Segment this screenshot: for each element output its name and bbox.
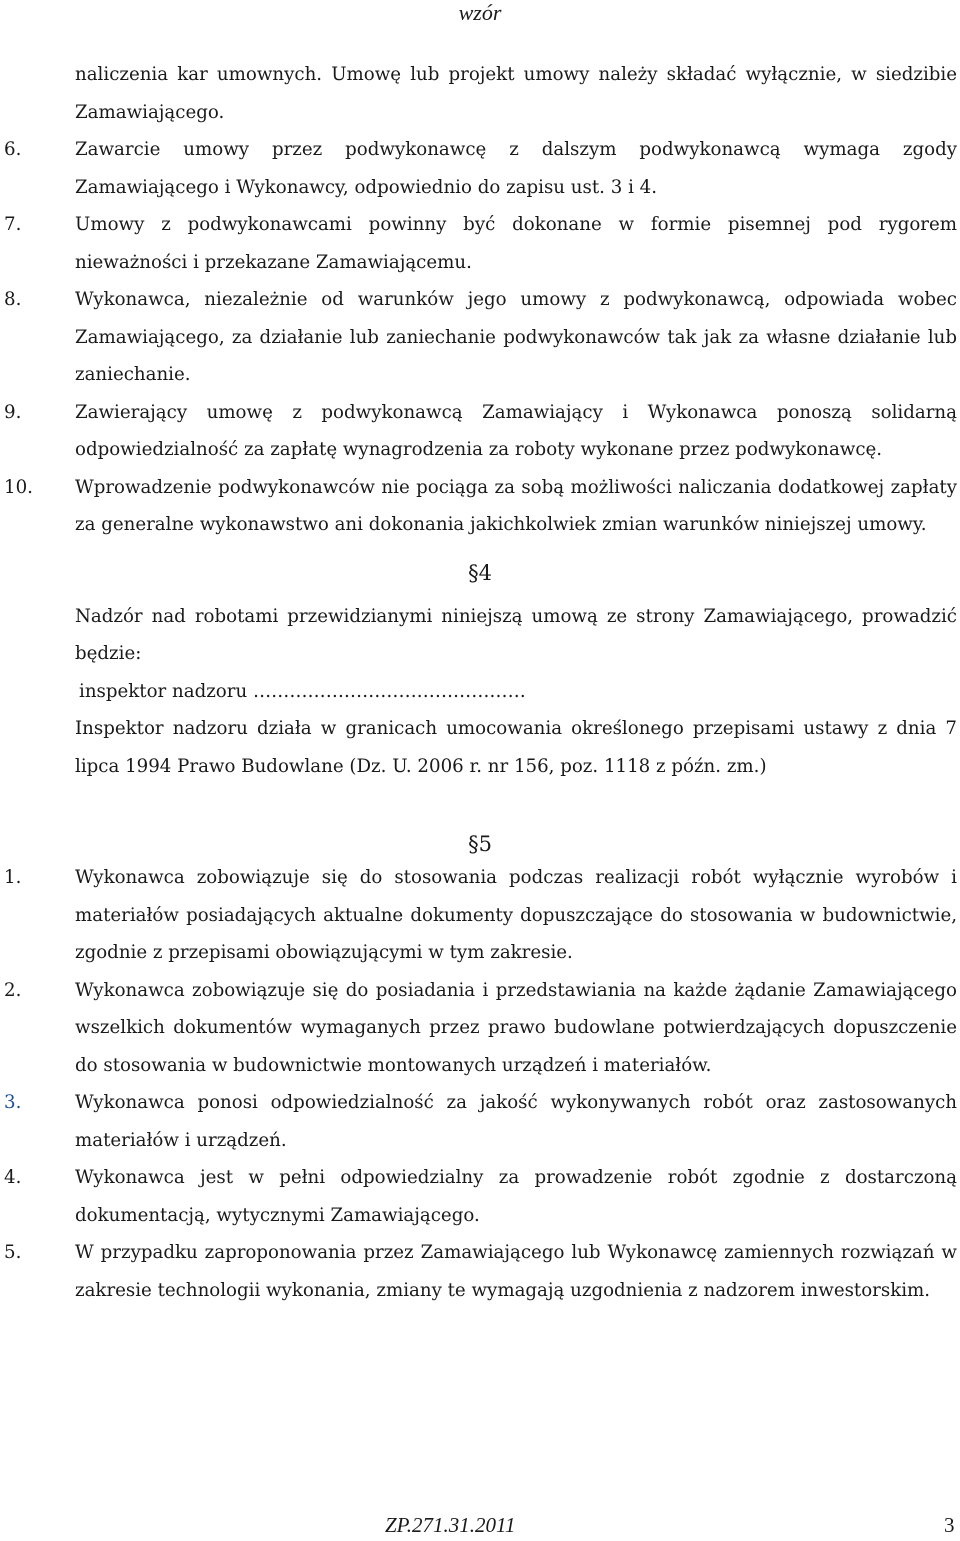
item-text: Wykonawca zobowiązuje się do stosowania podczas realizacji robót wyłącznie wyrobów i materiałów posiadających aktualne dokumenty dopuszczające do stosowania w budownictwie, zgodnie z przepisami obowiązującymi w tym zakresie. [75,867,957,963]
list-item [0,1234,960,1309]
page-number: 3 [944,1513,955,1537]
item-text: W przypadku zaproponowania przez Zamawiającego lub Wykonawcę zamiennych rozwiązań w zakresie technologii wykonania, zmiany te wymagają uzgodnienia z nadzorem inwestorskim. [75,1242,957,1301]
item-number: 1. [4,867,22,888]
item-number: 4. [4,1167,22,1188]
item-number: 5. [4,1242,22,1263]
list-item [0,131,960,206]
item-text: Zawierający umowę z podwykonawcą Zamawiający i Wykonawca ponoszą solidarną odpowiedzialność za zapłatę wynagrodzenia za roboty wykonane przez podwykonawcę. [75,401,957,460]
item-text: Wykonawca ponosi odpowiedzialność za jakość wykonywanych robót oraz zastosowanych materiałów i urządzeń. [75,1092,957,1151]
list-items-a [0,131,960,544]
section-5-title: §5 [468,832,492,856]
list-item [0,206,960,281]
inspector-line: inspektor nadzoru ……………………………………… [79,680,526,702]
document-body [0,56,960,1309]
item-text: Umowy z podwykonawcami powinny być dokonane w formie pisemnej pod rygorem nieważności i przekazane Zamawiającemu. [75,214,957,273]
item-number: 2. [4,979,22,1001]
item-text: Wprowadzenie podwykonawców nie pociąga za sobą możliwości naliczania dodatkowej zapłaty za generalne wykonawstwo ani dokonania jakichkolwiek zmian warunków niniejszej umowy. [75,476,957,535]
list-item [0,394,960,469]
item-number: 3. [4,1092,22,1113]
list-item [0,469,960,544]
section-5-list [0,859,960,1309]
header-label: wzór [458,0,502,25]
item-text: Wykonawca zobowiązuje się do posiadania i przedstawiania na każde żądanie Zamawiającego wszelkich dokumentów wymaganych przez prawo budowlane potwierdzających dopuszczenie do stosowania w budownictwie montowanych urządzeń i materiałów. [75,979,957,1076]
section-4-paragraph: Nadzór nad robotami przewidzianymi niniejszą umową ze strony Zamawiającego, prowadzić będzie: [75,605,957,664]
item-text: Zawarcie umowy przez podwykonawcę z dalszym podwykonawcą wymaga zgody Zamawiającego i Wykonawcy, odpowiednio do zapisu ust. 3 i 4. [75,139,957,198]
list-item [0,1159,960,1234]
section-4-title: §4 [468,560,492,585]
item-number: 9. [4,401,22,423]
list-item [0,1084,960,1159]
list-item [0,281,960,394]
list-item [0,859,960,972]
item-number: 10. [4,476,33,498]
list-item [0,972,960,1085]
item-number: 6. [4,139,22,160]
item-number: 8. [4,289,22,310]
item-text: Wykonawca, niezależnie od warunków jego umowy z podwykonawcą, odpowiada wobec Zamawiającego, za działanie lub zaniechanie podwykonawców tak jak za własne działanie lub zaniechanie. [75,289,957,385]
continuation-paragraph: naliczenia kar umownych. Umowę lub projekt umowy należy składać wyłącznie, w siedzibie Zamawiającego. [75,64,957,123]
item-number: 7. [4,214,22,235]
section-4-paragraph-2: Inspektor nadzoru działa w granicach umocowania określonego przepisami ustawy z dnia 7 lipca 1994 Prawo Budowlane (Dz. U. 2006 r. nr 156, poz. 1118 z późn. zm.) [75,718,957,777]
document-reference: ZP.271.31.2011 [385,1513,516,1537]
item-text: Wykonawca jest w pełni odpowiedzialny za prowadzenie robót zgodnie z dostarczoną dokumentacją, wytycznymi Zamawiającego. [75,1167,957,1226]
